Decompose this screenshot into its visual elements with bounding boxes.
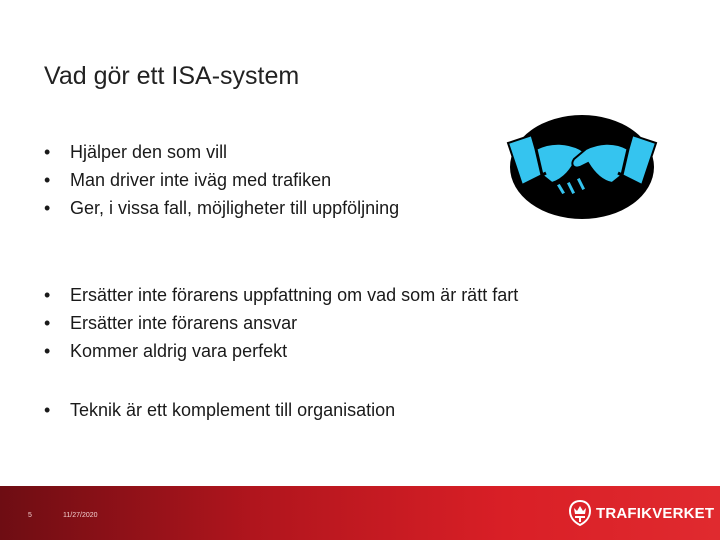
bullet-text: Ger, i vissa fall, möjligheter till uppföljning [70,198,400,218]
list-item [44,337,518,365]
bullet-text: Hjälper den som vill [70,142,228,162]
bullet-dot: • [44,285,51,305]
bullet-text: Kommer aldrig vara perfekt [70,341,288,361]
bullet-dot: • [44,170,51,190]
bullet-dot: • [44,341,51,361]
bullet-text: Ersätter inte förarens ansvar [70,313,298,333]
footer-date: 11/27/2020 [63,512,98,519]
list-item [44,309,518,337]
logo-text: TRAFIKVERKET [596,504,715,522]
list-item [44,166,399,194]
bullet-text: Man driver inte iväg med trafiken [70,170,332,190]
list-item [44,281,518,309]
list-item [44,194,399,222]
slide-title: Vad gör ett ISA-system [44,62,300,90]
list-item [44,396,395,424]
bullet-list-3 [44,396,395,424]
footer-bar [0,486,720,540]
bullet-text: Ersätter inte förarens uppfattning om vad som är rätt fart [70,285,519,305]
bullet-list-2 [44,281,518,365]
list-item [44,138,399,166]
bullet-dot: • [44,400,51,420]
page-number: 5 [28,512,32,519]
bullet-dot: • [44,198,51,218]
bullet-list-1 [44,138,399,222]
bullet-dot: • [44,313,51,333]
handshake-icon [506,113,658,220]
bullet-dot: • [44,142,51,162]
trafikverket-crown-icon [568,499,592,527]
trafikverket-logo [568,498,714,528]
bullet-text: Teknik är ett komplement till organisation [70,400,396,420]
